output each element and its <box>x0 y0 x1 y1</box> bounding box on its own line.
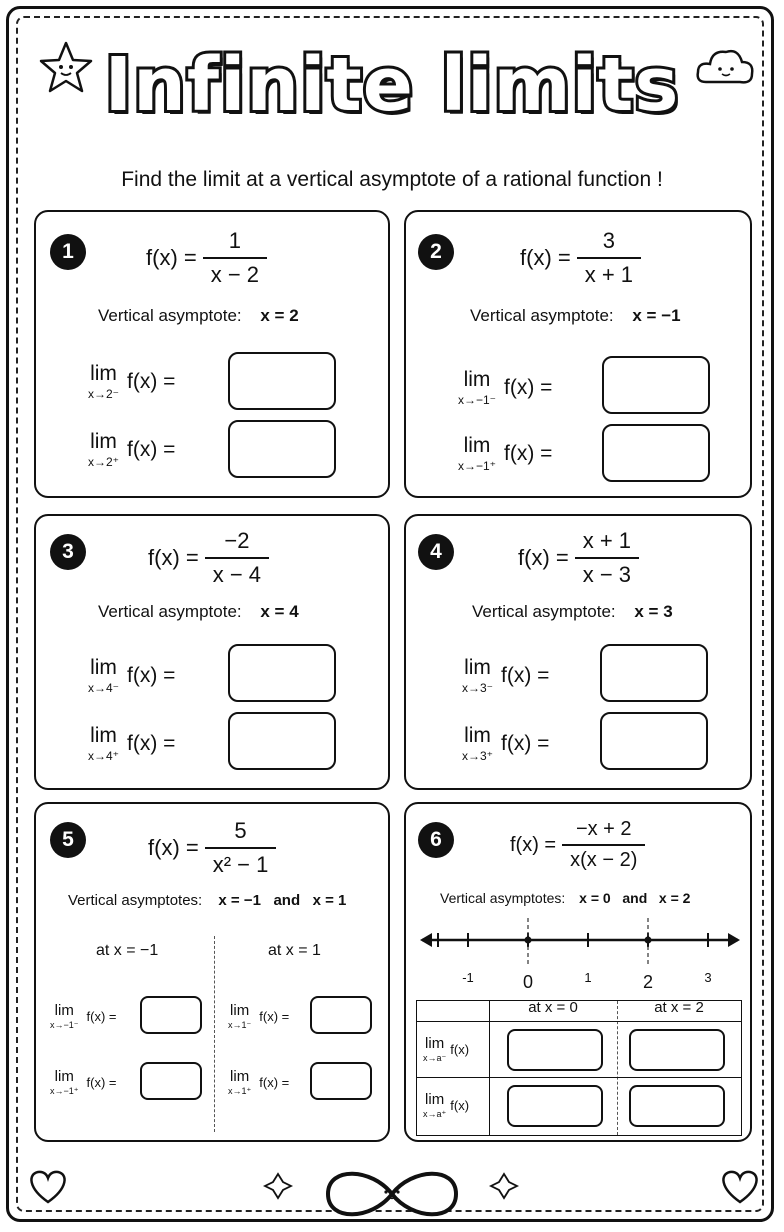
asymptote-label: Vertical asymptote: <box>98 306 242 325</box>
column-divider <box>214 936 215 1132</box>
limit-expression: f(x) = <box>86 1075 117 1090</box>
answer-box[interactable] <box>140 996 202 1034</box>
limit-expression: f(x) = <box>127 437 176 461</box>
number-line-label: 3 <box>704 970 712 985</box>
lim-word: lim <box>90 656 117 679</box>
limit-expression: f(x) = <box>259 1009 290 1024</box>
lim-subscript: x→3⁺ <box>462 749 494 763</box>
lim-word: lim <box>54 1002 74 1019</box>
numerator: 5 <box>234 818 247 843</box>
asymptote-value: x = 3 <box>634 602 673 621</box>
function-label: f(x) = <box>148 545 199 570</box>
limit-expression: f(x) = <box>504 375 553 399</box>
column-header-right: at x = 1 <box>268 942 321 959</box>
function-definition <box>148 528 269 588</box>
answer-box[interactable] <box>600 644 708 702</box>
limit-left <box>88 656 175 695</box>
function-definition <box>146 228 267 288</box>
answer-box[interactable] <box>629 1029 725 1071</box>
asymptote-label: Vertical asymptote: <box>98 602 242 621</box>
lim-word: lim <box>54 1068 74 1085</box>
arrow-left-icon <box>420 933 432 947</box>
answer-box[interactable] <box>310 1062 372 1100</box>
problem-number: 3 <box>50 534 86 570</box>
asymptote-point <box>645 937 652 944</box>
asymptote-value: x = 0 and x = 2 <box>579 890 691 906</box>
limit-expression: f(x) = <box>127 369 176 393</box>
number-line-label: 1 <box>584 970 592 985</box>
answer-box[interactable] <box>602 424 710 482</box>
page-title: Infinite limits <box>104 42 680 128</box>
limit-expression: f(x) = <box>504 441 553 465</box>
answer-box[interactable] <box>310 996 372 1034</box>
numerator: 3 <box>602 228 616 253</box>
function-label: f(x) = <box>510 833 557 856</box>
lim-word: lim <box>425 1091 445 1108</box>
column-header-left: at x = −1 <box>96 942 159 959</box>
table-row-right-limit <box>423 1091 469 1120</box>
asymptote-label: Vertical asymptotes: <box>68 892 203 909</box>
number-line <box>418 922 742 994</box>
problem-card-4 <box>404 514 752 790</box>
problem-card-3 <box>34 514 390 790</box>
function-definition <box>518 528 639 588</box>
lim-subscript: x→−1⁺ <box>50 1086 79 1096</box>
heart-icon <box>26 1166 70 1206</box>
asymptote-value: x = −1 and x = 1 <box>218 892 347 909</box>
lim-word: lim <box>90 430 117 453</box>
lim-subscript: x→−1⁻ <box>458 393 497 407</box>
limit-left <box>462 656 549 695</box>
heart-icon <box>718 1166 762 1206</box>
lim-subscript: x→1⁻ <box>228 1020 252 1030</box>
limit-expression: f(x) <box>450 1098 470 1113</box>
page-subtitle: Find the limit at a vertical asymptote of a rational function ! <box>121 168 663 191</box>
limit-expression: f(x) <box>450 1042 470 1057</box>
answer-box[interactable] <box>228 352 336 410</box>
limit-table <box>416 1000 742 1136</box>
function-label: f(x) = <box>520 245 571 270</box>
answer-box[interactable] <box>600 712 708 770</box>
lim-subscript: x→−1⁺ <box>458 459 497 473</box>
table-divider <box>417 1021 741 1022</box>
limit-expression: f(x) = <box>86 1009 117 1024</box>
lim-word: lim <box>90 362 117 385</box>
lim-word: lim <box>464 724 491 747</box>
limit-left-plus <box>50 1068 117 1097</box>
asymptote-line <box>68 892 346 909</box>
answer-box[interactable] <box>507 1029 603 1071</box>
limit-expression: f(x) = <box>259 1075 290 1090</box>
asymptote-point <box>525 937 532 944</box>
numerator: −2 <box>224 528 250 553</box>
denominator: x(x − 2) <box>562 844 645 872</box>
limit-left-minus <box>50 1002 117 1031</box>
answer-box[interactable] <box>140 1062 202 1100</box>
lim-subscript: x→2⁺ <box>88 455 120 469</box>
asymptote-label: Vertical asymptote: <box>472 602 616 621</box>
lim-word: lim <box>464 656 491 679</box>
problem-number: 2 <box>418 234 454 270</box>
problem-number: 5 <box>50 822 86 858</box>
lim-subscript: x→a⁻ <box>423 1053 447 1063</box>
limit-expression: f(x) = <box>127 663 176 687</box>
table-divider <box>417 1077 741 1078</box>
answer-box[interactable] <box>228 712 336 770</box>
function-label: f(x) = <box>146 245 197 270</box>
lim-word: lim <box>425 1035 445 1052</box>
function-definition <box>148 818 276 878</box>
lim-word: lim <box>463 434 491 457</box>
arrow-right-icon <box>728 933 740 947</box>
number-line-label: -1 <box>462 970 474 985</box>
numerator: 1 <box>228 228 242 253</box>
numerator: −x + 2 <box>575 818 632 840</box>
problem-card-6 <box>404 802 752 1142</box>
function-label: f(x) = <box>518 545 569 570</box>
answer-box[interactable] <box>629 1085 725 1127</box>
lim-subscript: x→4⁺ <box>88 749 120 763</box>
answer-box[interactable] <box>228 420 336 478</box>
infinity-icon <box>260 1160 524 1224</box>
asymptote-line <box>98 306 299 326</box>
lim-subscript: x→a⁺ <box>423 1109 447 1119</box>
lim-word: lim <box>90 724 117 747</box>
problem-number: 6 <box>418 822 454 858</box>
denominator: x − 3 <box>575 557 639 588</box>
problem-card-1 <box>34 210 390 498</box>
limit-right-plus <box>228 1068 289 1097</box>
problem-number: 1 <box>50 234 86 270</box>
asymptote-line <box>98 602 299 622</box>
limit-expression: f(x) = <box>501 663 550 687</box>
problem-number: 4 <box>418 534 454 570</box>
limit-expression: f(x) = <box>127 731 176 755</box>
problem-card-2 <box>404 210 752 498</box>
limit-left <box>88 362 175 401</box>
asymptote-value: x = 2 <box>260 306 299 325</box>
lim-subscript: x→1⁺ <box>228 1086 252 1096</box>
function-definition <box>510 818 645 872</box>
limit-left <box>458 368 552 407</box>
denominator: x² − 1 <box>205 847 277 878</box>
limit-right <box>462 724 549 763</box>
table-row-left-limit <box>423 1035 469 1064</box>
asymptote-value: x = −1 <box>632 306 681 325</box>
table-header-x2: at x = 2 <box>654 999 704 1016</box>
table-header-x0: at x = 0 <box>528 999 578 1016</box>
function-definition <box>520 228 641 288</box>
limit-right <box>88 724 175 763</box>
lim-subscript: x→4⁻ <box>88 681 120 695</box>
lim-subscript: x→2⁻ <box>88 387 120 401</box>
problem-card-5 <box>34 802 390 1142</box>
lim-subscript: x→−1⁻ <box>50 1020 79 1030</box>
asymptote-label: Vertical asymptotes: <box>440 890 566 906</box>
asymptote-line <box>440 890 690 906</box>
asymptote-line <box>470 306 681 326</box>
number-line-label: 0 <box>522 972 534 992</box>
limit-right <box>458 434 552 473</box>
limit-expression: f(x) = <box>501 731 550 755</box>
denominator: x − 2 <box>203 257 267 288</box>
asymptote-line <box>472 602 673 622</box>
answer-box[interactable] <box>602 356 710 414</box>
lim-subscript: x→3⁻ <box>462 681 494 695</box>
numerator: x + 1 <box>582 528 632 553</box>
limit-right <box>88 430 175 469</box>
function-label: f(x) = <box>148 835 199 860</box>
lim-word: lim <box>230 1068 250 1085</box>
lim-word: lim <box>230 1002 250 1019</box>
asymptote-label: Vertical asymptote: <box>470 306 614 325</box>
answer-box[interactable] <box>228 644 336 702</box>
asymptote-value: x = 4 <box>260 602 299 621</box>
answer-box[interactable] <box>507 1085 603 1127</box>
denominator: x + 1 <box>577 257 641 288</box>
lim-word: lim <box>463 368 491 391</box>
number-line-label: 2 <box>642 972 654 992</box>
limit-right-minus <box>228 1002 289 1031</box>
denominator: x − 4 <box>205 557 269 588</box>
